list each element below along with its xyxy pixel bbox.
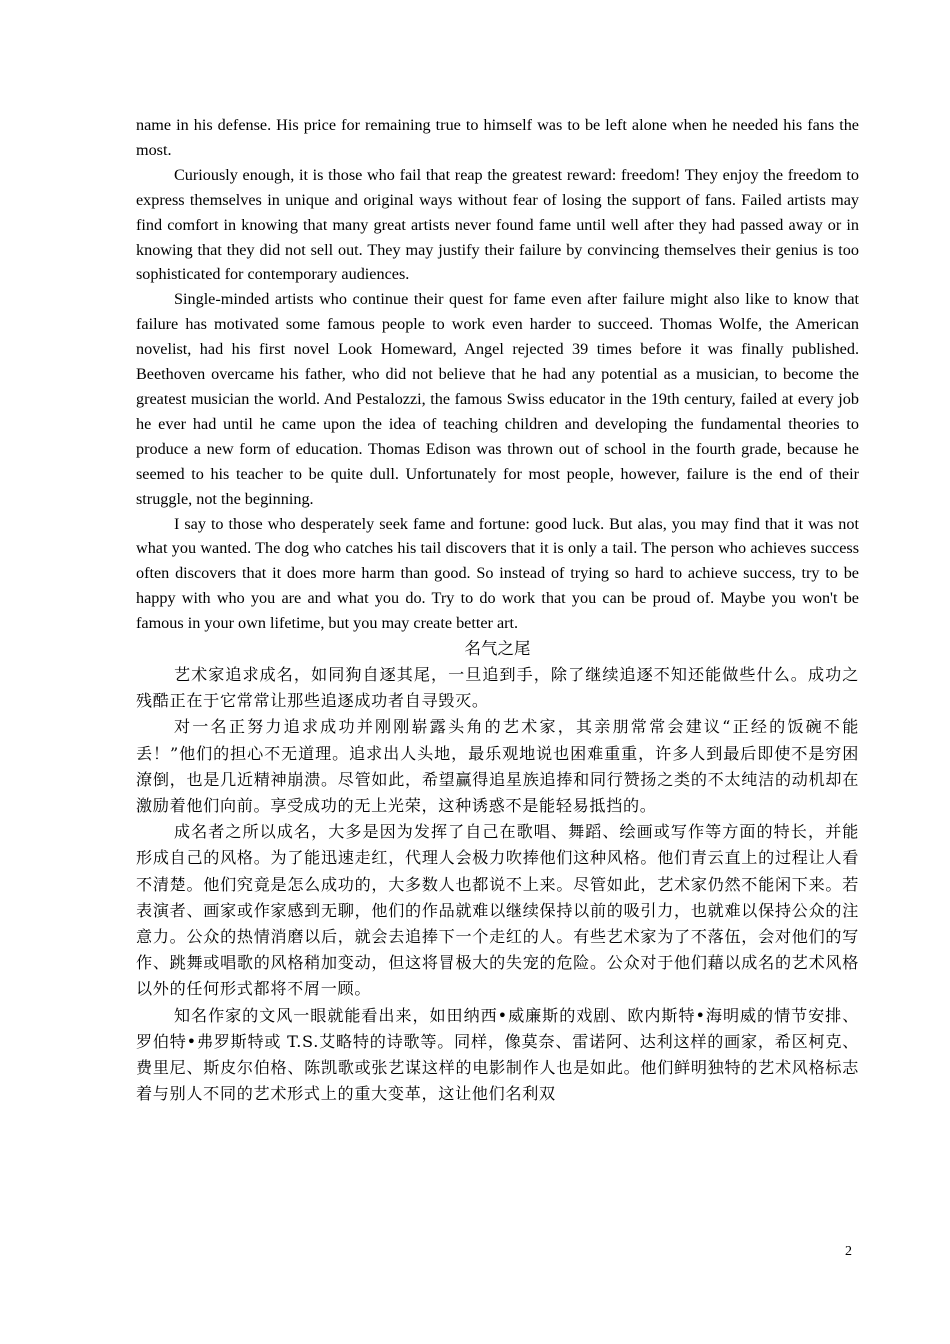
- chinese-title: 名气之尾: [464, 639, 531, 659]
- chinese-paragraph: 知名作家的文风一眼就能看出来，如田纳西•威廉斯的戏剧、欧内斯特•海明威的情节安排、罗伯特•弗罗斯特或 T.S.艾略特的诗歌等。同样，像莫奈、雷诺阿、达利这样的画家，希区柯克、费里尼、斯皮尔伯格、陈凯歌或张艺谋这样的电影制作人也是如此。他们鲜明独特的艺术风格标志着与别人不同的艺术形式上的重大变革，这让他们名利双: [136, 1005, 859, 1104]
- page-number: 2: [845, 1244, 852, 1259]
- chinese-paragraph: 艺术家追求成名，如同狗自逐其尾，一旦追到手，除了继续追逐不知还能做些什么。成功之残酷正在于它常常让那些追逐成功者自寻毁灭。: [136, 665, 859, 711]
- page-content: [136, 113, 859, 1107]
- chinese-paragraph: 对一名正努力追求成功并刚刚崭露头角的艺术家，其亲朋常常会建议“正经的饭碗不能丢！”他们的担心不无道理。追求出人头地，最乐观地说也困难重重，许多人到最后即使不是穷困潦倒，也是几近精神崩溃。尽管如此，希望赢得追星族追捧和同行赞扬之类的不太纯洁的动机却在激励着他们向前。享受成功的无上光荣，这种诱惑不是能轻易抵挡的。: [136, 717, 859, 816]
- english-paragraph: Curiously enough, it is those who fail that reap the greatest reward: freedom! They enjoy the freedom to express themselves in unique and original ways without fear of losing the support of fans. Failed artists may find comfort in knowing that many great artists never found fame until well after they had passed away or in knowing that they did not sell out. They may justify their failure by convincing themselves their genius is too sophisticated for contemporary audiences.: [136, 165, 859, 284]
- chinese-paragraph: 成名者之所以成名，大多是因为发挥了自己在歌唱、舞蹈、绘画或写作等方面的特长，并能形成自己的风格。为了能迅速走红，代理人会极力吹捧他们这种风格。他们青云直上的过程让人看不清楚。他们究竟是怎么成功的，大多数人也都说不上来。尽管如此，艺术家仍然不能闲下来。若表演者、画家或作家感到无聊，他们的作品就难以继续保持以前的吸引力，也就难以保持公众的注意力。公众的热情消磨以后，就会去追捧下一个走红的人。有些艺术家为了不落伍，会对他们的写作、跳舞或唱歌的风格稍加变动，但这将冒极大的失宠的危险。公众对于他们藉以成名的艺术风格以外的任何形式都将不屑一顾。: [136, 822, 859, 999]
- english-paragraph: I say to those who desperately seek fame and fortune: good luck. But alas, you may find that it was not what you wanted. The dog who catches his tail discovers that it is only a tail. The person who achieves success often discovers that it does more harm than good. So instead of trying so hard to achieve success, try to be happy with who you are and what you do. Try to do work that you can be proud of. Maybe you won't be famous in your own lifetime, but you may create better art.: [136, 514, 859, 633]
- english-paragraph: name in his defense. His price for remaining true to himself was to be left alone when he needed his fans the most.: [136, 116, 859, 159]
- english-text: [136, 113, 859, 636]
- chinese-text: [136, 662, 859, 1107]
- english-paragraph: Single-minded artists who continue their quest for fame even after failure might also like to know that failure has motivated some famous people to work even harder to succeed. Thomas Wolfe, the American novelist, had his first novel Look Homeward, Angel rejected 39 times before it was finally published. Beethoven overcame his father, who did not believe that he had any potential as a musician, to become the greatest musician the world. And Pestalozzi, the famous Swiss educator in the 19th century, failed at every job he ever had until he came upon the idea of teaching children and developing the fundamental theories to produce a new form of education. Thomas Edison was thrown out of school in the fourth grade, because he seemed to his teacher to be quite dull. Unfortunately for most people, however, failure is the end of their struggle, not the beginning.: [136, 290, 859, 508]
